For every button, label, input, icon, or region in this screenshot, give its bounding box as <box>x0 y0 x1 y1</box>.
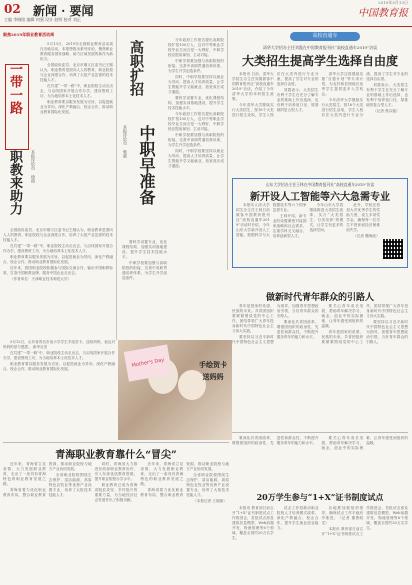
body-para: 全省职业院校围绕生态保护、清洁能源、高原特色农牧业等优势产业设置专业，培养了大批技术技能人才。 <box>186 473 229 497</box>
photo-credit-block <box>3 340 115 440</box>
body-para: 近年来，青海省立足省情，大力发展职业教育，走出了一条具有青海特色的职业教育发展之路。 <box>140 462 184 486</box>
box-body <box>236 203 380 263</box>
left-intro-block <box>40 42 113 172</box>
page-number: 02 <box>4 2 21 16</box>
body-para: 青年是国家的希望、民族的未来。共青团组织要紧紧围绕党的中心工作，团结带领广大青年投身新时代中国特色社会主义伟大实践。 <box>321 304 408 344</box>
body-para: 今年清华大学继续实行大类招生，按16个大类进行招生录取，学生入校后在大类内进行专业分流，提高了学生对专业的选择自由度。 <box>232 72 319 117</box>
body-para: 试点工作将推动职业院校人才培养模式改革，深化产教融合、校企合作，提升学生就业创业能力。 <box>276 506 319 530</box>
body-para: 在共建“一带一路”中，职业院校主动走出去，与沿线国家开展合作办学，建设鲁班工坊，为当地培养本土化技术人才。 <box>3 244 113 253</box>
body-para: 中职学校要加强与高职院校的衔接，完善中高职贯通培养体系，为学生升学创造条件。 <box>122 261 167 280</box>
body-para: （记者 魏海政） <box>353 234 380 238</box>
mid-left-body-block <box>122 240 167 338</box>
photo <box>118 340 232 440</box>
body-para: 在共建“一带一路”中，职业院校主动走出去，与沿线国家开展合作办学，建设鲁班工坊，为当地培养本土化技术人才。 <box>40 84 113 98</box>
body-para: 要深化共青团改革，增强团组织的政治性、先进性和群众性，不断提升服务青年的能力和水平。 <box>276 320 319 339</box>
byline: 本报评论员 徐倩 <box>31 150 36 183</box>
body-para: 刘震表示，大类招生有利于学生在充分了解专业的基础上作出选择，也有利于培养宽口径、厚基础的复合型人才。 <box>276 88 319 112</box>
bottom-right-a-body <box>232 304 408 428</box>
column-rule <box>227 30 228 270</box>
left-body-block <box>3 228 113 338</box>
bottom-right-b-body <box>232 506 408 582</box>
body-para: 全省职业院校围绕生态保护、清洁能源、高原特色农牧业等优势产业设置专业，培养了大批技术技能人才。 <box>48 473 92 497</box>
body-para: 职业教育要以服务发展为宗旨，以促进就业为导向，深化产教融合、校企合作，推动职业教育国际化发展。 <box>3 255 113 264</box>
body-para: 全国政协委员、北京市顺义区委书记王刚认为，职业教育是面向人人的教育，职业院校与企业深度合作，培养了大批产业急需的技术技能人才。 <box>40 63 113 82</box>
greeting-card: Mother's Day <box>124 344 173 381</box>
body-para: 本报讯 教育部日前召开“1+X”证书制度试点工作推进会，首批试点涉及建筑信息模型、Web前端开发、物流管理等6个领域，覆盖全国约20万名学生。 <box>321 506 408 536</box>
body-para: 中职学校要加强与高职院校的衔接，完善中高职贯通培养体系，为学生升学创造条件。 <box>168 133 224 147</box>
masthead <box>0 0 412 27</box>
body-para: 本报讯 山东大学招生办主任王林日前做客中国教育报刊社“高校直通车2019”访谈时介绍，今年山东大学新开设人工智能、数据科学与大数据技术等六个国家急需专业。 <box>236 203 307 237</box>
body-para: 青年是国家的希望、民族的未来。共青团组织要紧紧围绕党的中心工作，团结带领广大青年投身新时代中国特色社会主义伟大实践。 <box>232 304 274 333</box>
body-para: 要关心青年成长发展，帮助青年解决学习、就业、创业中的实际困难，让青年感受到组织的温暖。 <box>321 436 408 450</box>
body-para: 要关心青年成长发展，帮助青年解决学习、就业、创业中的实际困难，让青年感受到组织的温暖。 <box>321 304 364 328</box>
body-para: 职业教育已成为青海省脱贫攻坚、乡村振兴的重要力量，为当地经济社会发展作出了积极贡献。 <box>94 483 138 502</box>
mid-headline-top: 高职扩招 <box>128 40 144 96</box>
body-para: 此外，学校还将加大对优秀学生的奖助力度，设立多项奖学金，确保每一位学生不因家庭经济困难而失学。 <box>346 203 380 232</box>
headline-red: 一带一路 <box>7 62 22 114</box>
body-para: 今年清华大学继续实行大类招生，按16个大类进行招生录取，学生入校后在大类内进行专业分流，提高了学生对专业的选择自由度。 <box>321 72 408 117</box>
photo-caption-1: 手绘贺卡 <box>199 360 227 369</box>
body-para: 职业教育要以服务发展为宗旨，以促进就业为导向，深化产教融合、校企合作，推动职业教育国际化发展。 <box>40 100 113 114</box>
photo-credit: 5月12日，山东省青岛市某小学学生手绘贺卡，送给妈妈，表达对妈妈的爱与感恩。 新华社发 <box>3 340 115 349</box>
body-para: 要坚持以习近平新时代中国特色社会主义思想为指导，加强青年思想政治引领，当好青年群众的引路人。 <box>232 304 319 344</box>
bottom-left-headline: 青海职业教育靠什么“冒尖” <box>55 450 177 461</box>
body-para: （作者单位：天津职业技术师范大学） <box>10 277 72 281</box>
body-para: 要科学设置专业，优化课程结构，加强实训基地建设，提升学生技术技能水平。 <box>122 240 167 259</box>
right-top-body <box>232 72 408 172</box>
mid-byline: 本报评论员 柴葳 <box>123 125 128 158</box>
body-para: 近年来，我国职业院校积极参与国际交流合作，输出中国职教标准，打造中国职教品牌，服务中国企业走出去。 <box>3 266 113 275</box>
qr-code-icon <box>383 239 403 259</box>
intro-para: 5月13日，2019年全国职业教育活动周在各地启动，本报特推出系列评论，聚焦职业教育服务国家战略、助力区域发展的新作为新担当。 <box>40 42 113 61</box>
body-para: 同时，青海省大力推进东西部职业教育协作，引入东部优质教育资源，提升职业院校办学水平。 <box>94 462 138 481</box>
body-para: 中职学校要加强与高职院校的衔接，完善中高职贯通培养体系，为学生升学创造条件。 <box>168 59 224 73</box>
box-headline: 新开设人工智能等六大急需专业 <box>250 192 390 203</box>
photo-caption-2: 送妈妈 <box>202 372 224 381</box>
body-para: 今年山东大学将继续推进大类招生改革，实行“大类招生、分类培养”的模式，让学生有更多的选择空间。 <box>309 203 344 232</box>
body-para: 本报讯 日前，清华大学招生办主任刘震做客中国教育报刊社“高校直通车2019”访谈，介绍了今年清华大学的本科招生政策。 <box>232 72 274 101</box>
body-para: 清华大学还将继续实施“自强计划”等专项计划，为农村和贫困地区优秀学生提供更多入学机会。 <box>321 72 364 96</box>
series-tag: 聚焦2019年职业教育活动周 <box>3 32 55 37</box>
body-para: 要科学设置专业，优化课程结构，加强实训基地建设，提升学生技术技能水平。 <box>168 96 224 110</box>
body-para: （本报记者 王湘蓉） <box>193 499 227 503</box>
mid-headline-bottom: 中职早准备 <box>137 125 156 205</box>
newspaper-logo: 中国教育报 <box>358 8 408 19</box>
headline-black: 职教来助力 <box>7 150 22 215</box>
body-para: 在共建“一带一路”中，职业院校主动走出去，与沿线国家开展合作办学，建设鲁班工坊，为当地培养本土化技术人才。 <box>3 351 115 360</box>
box-kicker: 山东大学招办主任王林在中国教育报刊社“高校直通车2019”访谈 <box>265 182 375 187</box>
bottom-left-body <box>3 462 229 582</box>
column-rule <box>116 30 117 340</box>
horizontal-rule <box>3 442 229 443</box>
bottom-right-a-headline: 做新时代青年群众的引路人 <box>265 293 374 303</box>
mid-body-block <box>168 38 224 338</box>
body-para: 近年来，青海省立足省情，大力发展职业教育，走出了一条具有青海特色的职业教育发展之路。 <box>3 462 46 486</box>
body-para: 青海省着力优化职业教育布局，整合职业教育资源，推动职业院校与地方产业协同发展。 <box>3 462 92 497</box>
body-para: （记者 焦以璇） <box>373 109 400 113</box>
body-para: 要深化共青团改革，增强团组织的政治性、先进性和群众性，不断提升服务青年的能力和水平。 <box>232 436 319 445</box>
body-para: 今年政府工作报告提出高职院校扩招100万人，这对中等职业学校毕业生而言是一大利好，中职学校应提前谋划、主动对接。 <box>168 112 224 131</box>
body-para: 青海省着力优化职业教育布局，整合职业教育资源，推动职业院校与地方产业协同发展。 <box>140 462 229 497</box>
featured-box <box>232 178 408 268</box>
horizontal-rule <box>232 432 408 433</box>
body-para: 刘震表示，大类招生有利于学生在充分了解专业的基础上作出选择，也有利于培养宽口径、厚基础的复合型人才。 <box>366 83 408 107</box>
body-para: 全国政协委员、北京市顺义区委书记王刚认为，职业教育是面向人人的教育，职业院校与企业深度合作，培养了大批产业急需的技术技能人才。 <box>3 228 113 242</box>
right-top-headline: 大类招生提高学生选择自由度 <box>241 54 398 68</box>
body-para: 王林介绍，新专业的设置紧密对接国家战略和社会需求，注重学科交叉融合，培养创新型人才。 <box>272 214 307 238</box>
section-banner: 高校直通车 <box>290 32 360 41</box>
body-para: 今年政府工作报告提出高职院校扩招100万人，这对中等职业学校毕业生而言是一大利好，中职学校应提前谋划、主动对接。 <box>168 38 224 57</box>
bottom-right-b-headline: 20万学生参与“1+X”证书制度试点 <box>256 492 384 502</box>
body-para: 要坚持以习近平新时代中国特色社会主义思想为指导，加强青年思想政治引领，当好青年群众的引路人。 <box>366 320 408 344</box>
body-para: 各地要加强组织领导，确保试点工作平稳有序推进。（记者 董鲁皖龙） <box>321 506 364 525</box>
masthead-credits: 主编 李晓阳 编辑 何强 设计 赵明 校对 刘正 <box>4 17 81 22</box>
body-para: 同时，中职学校要坚持以就业为导向，提高人才培养质量，让学生既能升学又能就业，拓宽成长成才通道。 <box>168 149 224 168</box>
section-name: 新闻 · 要闻 <box>33 4 94 18</box>
bottom-right-a-cont <box>232 436 408 490</box>
headline-frame <box>5 64 29 150</box>
body-para: 本报讯 教育部日前召开“1+X”证书制度试点工作推进会，首批试点涉及建筑信息模型、Web前端开发、物流管理等6个领域，覆盖全国约20万名学生。 <box>232 506 274 540</box>
body-para: 同时，中职学校要坚持以就业为导向，提高人才培养质量，让学生既能升学又能就业，拓宽成长成才通道。 <box>168 75 224 94</box>
right-top-kicker: 清华大学招办主任刘震在中国教育报刊社“高校直通车2019”访谈 <box>262 45 378 50</box>
body-para: 职业教育要以服务发展为宗旨，以促进就业为导向，深化产教融合、校企合作，推动职业教育国际化发展。 <box>3 362 115 371</box>
masthead-date: 2019年5月13日 <box>378 0 408 5</box>
